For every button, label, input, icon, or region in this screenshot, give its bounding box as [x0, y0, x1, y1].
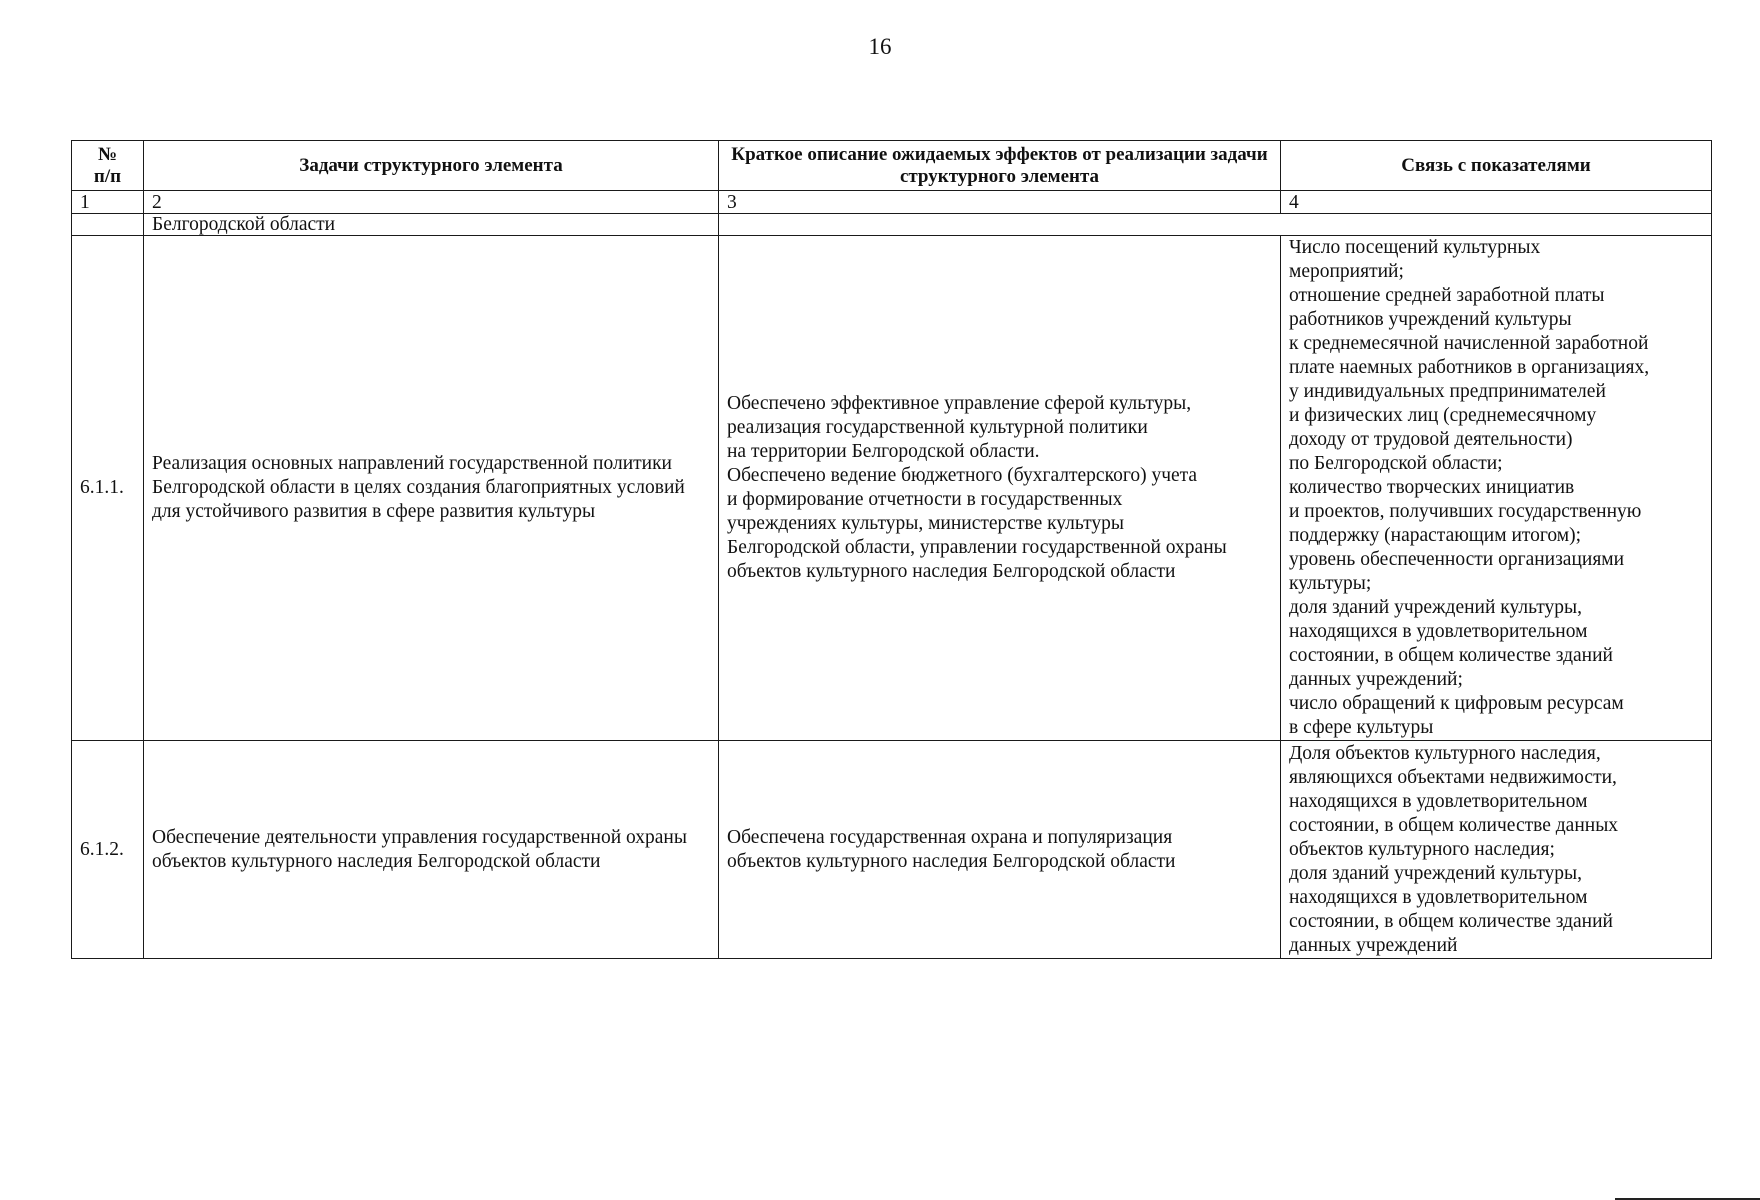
row-number: 6.1.1. [72, 236, 144, 741]
page-number: 16 [868, 34, 892, 59]
row-task: Обеспечение деятельности управления государственной охраны объектов культурного наследия Белгородской области [144, 741, 719, 959]
column-number-3: 3 [719, 191, 1281, 214]
row-indicators: Доля объектов культурного наследия, являющихся объектами недвижимости, находящихся в удовлетворительном состоянии, в общем количестве данных объектов культурного наследия; доля зданий учреждений культуры, находящихся в удовлетворительном состоянии, в общем количестве зданий данных учреждений [1281, 741, 1712, 959]
row-effects: Обеспечено эффективное управление сферой культуры, реализация государственной культурной политики на территории Белгородской области. Обеспечено ведение бюджетного (бухгалтерского) учета и формирование отчетности в государственных учреждениях культуры, министерстве культуры Белгородской области, управлении государственной охраны объектов культурного наследия Белгородской области [719, 236, 1281, 741]
section-empty-cell [719, 214, 1712, 236]
column-number-row [72, 191, 1712, 214]
section-title: Белгородской области [144, 214, 719, 236]
task-table [71, 140, 1712, 959]
table-row [72, 741, 1712, 959]
column-number-2: 2 [144, 191, 719, 214]
section-number-cell [72, 214, 144, 236]
row-number: 6.1.2. [72, 741, 144, 959]
header-number: № п/п [72, 141, 144, 191]
row-task: Реализация основных направлений государственной политики Белгородской области в целях создания благоприятных условий для устойчивого развития в сфере развития культуры [144, 236, 719, 741]
section-row [72, 214, 1712, 236]
header-effects: Краткое описание ожидаемых эффектов от реализации задачи структурного элемента [719, 141, 1281, 191]
header-tasks: Задачи структурного элемента [144, 141, 719, 191]
column-number-1: 1 [72, 191, 144, 214]
row-indicators: Число посещений культурных мероприятий; отношение средней заработной платы работников учреждений культуры к среднемесячной начисленной заработной плате наемных работников в организациях, у индивидуальных предпринимателей и физических лиц (среднемесячному доходу от трудовой деятельности) по Белгородской области; количество творческих инициатив и проектов, получивших государственную поддержку (нарастающим итогом); уровень обеспеченности организациями культуры; доля зданий учреждений культуры, находящихся в удовлетворительном состоянии, в общем количестве зданий данных учреждений; число обращений к цифровым ресурсам в сфере культуры [1281, 236, 1712, 741]
table-header-row [72, 141, 1712, 191]
row-effects: Обеспечена государственная охрана и популяризация объектов культурного наследия Белгородской области [719, 741, 1281, 959]
column-number-4: 4 [1281, 191, 1712, 214]
table-row [72, 236, 1712, 741]
header-indicators: Связь с показателями [1281, 141, 1712, 191]
